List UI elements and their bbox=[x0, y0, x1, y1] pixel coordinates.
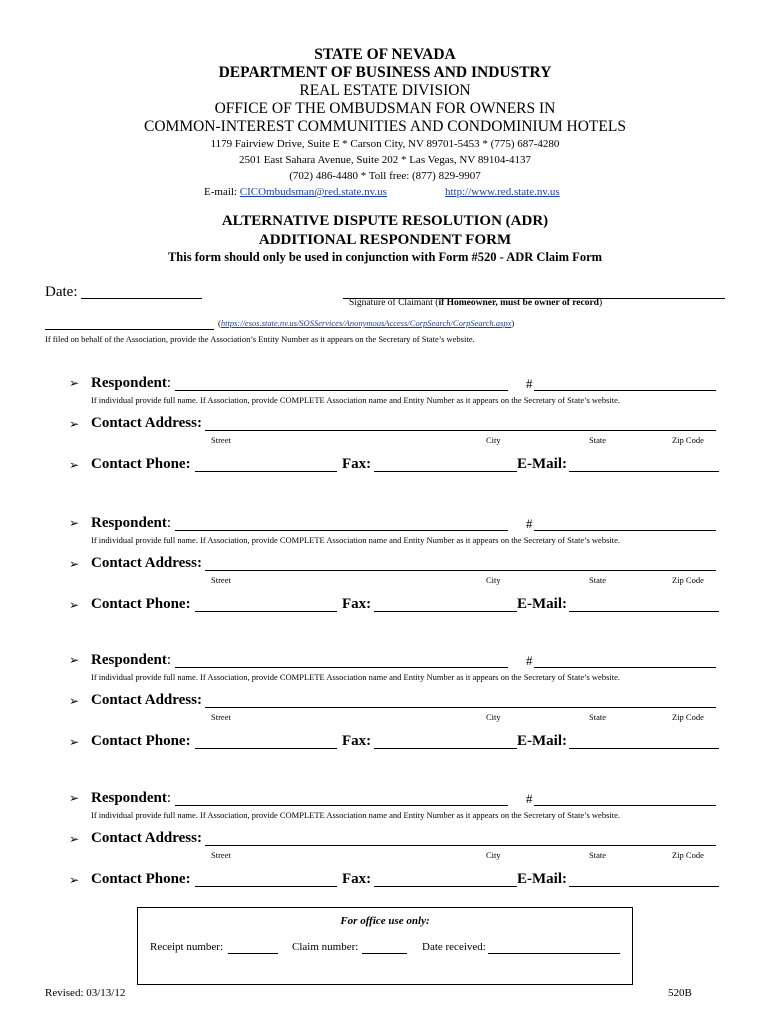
claim-number-field[interactable] bbox=[362, 953, 407, 954]
respondent-section-1 bbox=[0, 376, 770, 496]
office-use-title: For office use only: bbox=[340, 915, 430, 927]
contact-phone-field[interactable] bbox=[195, 471, 337, 472]
respondent-section-2 bbox=[0, 516, 770, 636]
signature-caption: Signature of Claimant (if Homeowner, must be owner of record) bbox=[349, 298, 603, 308]
form-code: 520B bbox=[668, 987, 692, 999]
arrow-icon: ➢ bbox=[69, 516, 80, 530]
contact-phone-field[interactable] bbox=[195, 748, 337, 749]
office-title-line2: COMMON-INTEREST COMMUNITIES AND CONDOMINIUM HOTELS bbox=[144, 118, 626, 135]
contact-phone-label: Contact Phone: bbox=[91, 733, 191, 749]
agency-state: STATE OF NEVADA bbox=[314, 46, 456, 63]
respondent-label: Respondent: bbox=[91, 790, 172, 806]
zip-caption: Zip Code bbox=[672, 850, 704, 860]
arrow-icon: ➢ bbox=[69, 791, 80, 805]
entity-hash-label: # bbox=[526, 376, 533, 391]
state-caption: State bbox=[589, 712, 606, 722]
respondent-instructions: If individual provide full name. If Association, provide COMPLETE Association name and Entity Number as it appears on the Secretary of State’s website. bbox=[91, 395, 621, 405]
form-title-line1: ALTERNATIVE DISPUTE RESOLUTION (ADR) bbox=[221, 213, 549, 229]
sos-search-link[interactable]: https://esos.state.nv.us/SOSServices/AnonymousAccess/CorpSearch/CorpSearch.aspx bbox=[220, 318, 512, 328]
arrow-icon: ➢ bbox=[69, 694, 80, 708]
email-label: E-mail: bbox=[204, 186, 237, 198]
contact-phone-label: Contact Phone: bbox=[91, 456, 191, 472]
office-title-line1: OFFICE OF THE OMBUDSMAN FOR OWNERS IN bbox=[214, 100, 556, 117]
contact-phone-label: Contact Phone: bbox=[91, 596, 191, 612]
entity-number-field[interactable] bbox=[534, 390, 716, 391]
fax-field[interactable] bbox=[374, 886, 517, 887]
zip-caption: Zip Code bbox=[672, 712, 704, 722]
revision-date: Revised: 03/13/12 bbox=[45, 987, 126, 999]
entity-number-field[interactable] bbox=[45, 329, 214, 330]
respondent-label: Respondent: bbox=[91, 515, 172, 531]
respondent-instructions: If individual provide full name. If Association, provide COMPLETE Association name and Entity Number as it appears on the Secretary of State’s website. bbox=[91, 810, 621, 820]
contact-address-label: Contact Address: bbox=[91, 555, 202, 571]
arrow-icon: ➢ bbox=[69, 653, 80, 667]
respondent-name-field[interactable] bbox=[175, 390, 508, 391]
contact-address-field[interactable] bbox=[205, 707, 716, 708]
contact-address-field[interactable] bbox=[205, 430, 716, 431]
respondent-label: Respondent: bbox=[91, 652, 172, 668]
email-field[interactable] bbox=[569, 748, 719, 749]
entity-hash-label: # bbox=[526, 791, 533, 806]
contact-address-field[interactable] bbox=[205, 570, 716, 571]
entity-hash-label: # bbox=[526, 516, 533, 531]
arrow-icon: ➢ bbox=[69, 735, 80, 749]
state-caption: State bbox=[589, 575, 606, 585]
address-las-vegas: 2501 East Sahara Avenue, Suite 202 * Las Vegas, NV 89104-4137 bbox=[238, 154, 532, 166]
contact-address-label: Contact Address: bbox=[91, 692, 202, 708]
arrow-icon: ➢ bbox=[69, 458, 80, 472]
city-caption: City bbox=[486, 850, 501, 860]
state-caption: State bbox=[589, 435, 606, 445]
receipt-number-label: Receipt number: bbox=[150, 941, 224, 953]
email-field[interactable] bbox=[569, 471, 719, 472]
email-field[interactable] bbox=[569, 611, 719, 612]
zip-caption: Zip Code bbox=[672, 575, 704, 585]
contact-phone-label: Contact Phone: bbox=[91, 871, 191, 887]
respondent-section-3 bbox=[0, 653, 770, 773]
arrow-icon: ➢ bbox=[69, 598, 80, 612]
respondent-name-field[interactable] bbox=[175, 667, 508, 668]
respondent-label: Respondent: bbox=[91, 375, 172, 391]
fax-field[interactable] bbox=[374, 611, 517, 612]
fax-field[interactable] bbox=[374, 748, 517, 749]
respondent-name-field[interactable] bbox=[175, 530, 508, 531]
email-label: E-Mail: bbox=[517, 871, 567, 887]
street-caption: Street bbox=[211, 575, 231, 585]
respondent-section-4 bbox=[0, 791, 770, 911]
respondent-name-field[interactable] bbox=[175, 805, 508, 806]
date-field[interactable] bbox=[81, 298, 202, 299]
street-caption: Street bbox=[211, 712, 231, 722]
respondent-instructions: If individual provide full name. If Association, provide COMPLETE Association name and Entity Number as it appears on the Secretary of State’s website. bbox=[91, 672, 621, 682]
contact-phone-field[interactable] bbox=[195, 886, 337, 887]
form-usage-note: This form should only be used in conjunction with Form #520 - ADR Claim Form bbox=[167, 250, 603, 264]
entity-number-field[interactable] bbox=[534, 667, 716, 668]
state-caption: State bbox=[589, 850, 606, 860]
website-link[interactable]: http://www.red.state.nv.us bbox=[445, 186, 560, 198]
office-use-box bbox=[137, 907, 633, 985]
claim-number-label: Claim number: bbox=[292, 941, 359, 953]
email-field[interactable] bbox=[569, 886, 719, 887]
email-label: E-Mail: bbox=[517, 733, 567, 749]
fax-field[interactable] bbox=[374, 471, 517, 472]
zip-caption: Zip Code bbox=[672, 435, 704, 445]
date-received-field[interactable] bbox=[488, 953, 620, 954]
phone-numbers: (702) 486-4480 * Toll free: (877) 829-9907 bbox=[289, 170, 481, 182]
fax-label: Fax: bbox=[342, 596, 372, 612]
arrow-icon: ➢ bbox=[69, 376, 80, 390]
arrow-icon: ➢ bbox=[69, 873, 80, 887]
contact-address-field[interactable] bbox=[205, 845, 716, 846]
arrow-icon: ➢ bbox=[69, 417, 80, 431]
fax-label: Fax: bbox=[342, 456, 372, 472]
agency-division: REAL ESTATE DIVISION bbox=[299, 82, 471, 99]
city-caption: City bbox=[486, 575, 501, 585]
contact-phone-field[interactable] bbox=[195, 611, 337, 612]
respondent-instructions: If individual provide full name. If Association, provide COMPLETE Association name and Entity Number as it appears on the Secretary of State’s website. bbox=[91, 535, 621, 545]
email-label: E-Mail: bbox=[517, 596, 567, 612]
contact-address-label: Contact Address: bbox=[91, 415, 202, 431]
agency-department: DEPARTMENT OF BUSINESS AND INDUSTRY bbox=[218, 64, 552, 81]
address-carson-city: 1179 Fairview Drive, Suite E * Carson City, NV 89701-5453 * (775) 687-4280 bbox=[210, 138, 560, 150]
date-received-label: Date received: bbox=[422, 941, 486, 953]
email-link[interactable]: CICOmbudsman@red.state.nv.us bbox=[239, 186, 387, 198]
contact-address-label: Contact Address: bbox=[91, 830, 202, 846]
entity-number-field[interactable] bbox=[534, 530, 716, 531]
city-caption: City bbox=[486, 712, 501, 722]
entity-number-field[interactable] bbox=[534, 805, 716, 806]
email-label: E-Mail: bbox=[517, 456, 567, 472]
street-caption: Street bbox=[211, 850, 231, 860]
email-line bbox=[204, 186, 387, 198]
form-title-line2: ADDITIONAL RESPONDENT FORM bbox=[258, 232, 512, 248]
sos-url-line: (https://esos.state.nv.us/SOSServices/AnonymousAccess/CorpSearch/CorpSearch.aspx) bbox=[218, 318, 515, 328]
street-caption: Street bbox=[211, 435, 231, 445]
receipt-number-field[interactable] bbox=[228, 953, 278, 954]
city-caption: City bbox=[486, 435, 501, 445]
entity-number-note: If filed on behalf of the Association, provide the Association’s Entity Number as it appears on the Secretary of State’s website. bbox=[45, 334, 475, 344]
arrow-icon: ➢ bbox=[69, 832, 80, 846]
fax-label: Fax: bbox=[342, 733, 372, 749]
date-label: Date: bbox=[45, 284, 78, 300]
fax-label: Fax: bbox=[342, 871, 372, 887]
arrow-icon: ➢ bbox=[69, 557, 80, 571]
entity-hash-label: # bbox=[526, 653, 533, 668]
